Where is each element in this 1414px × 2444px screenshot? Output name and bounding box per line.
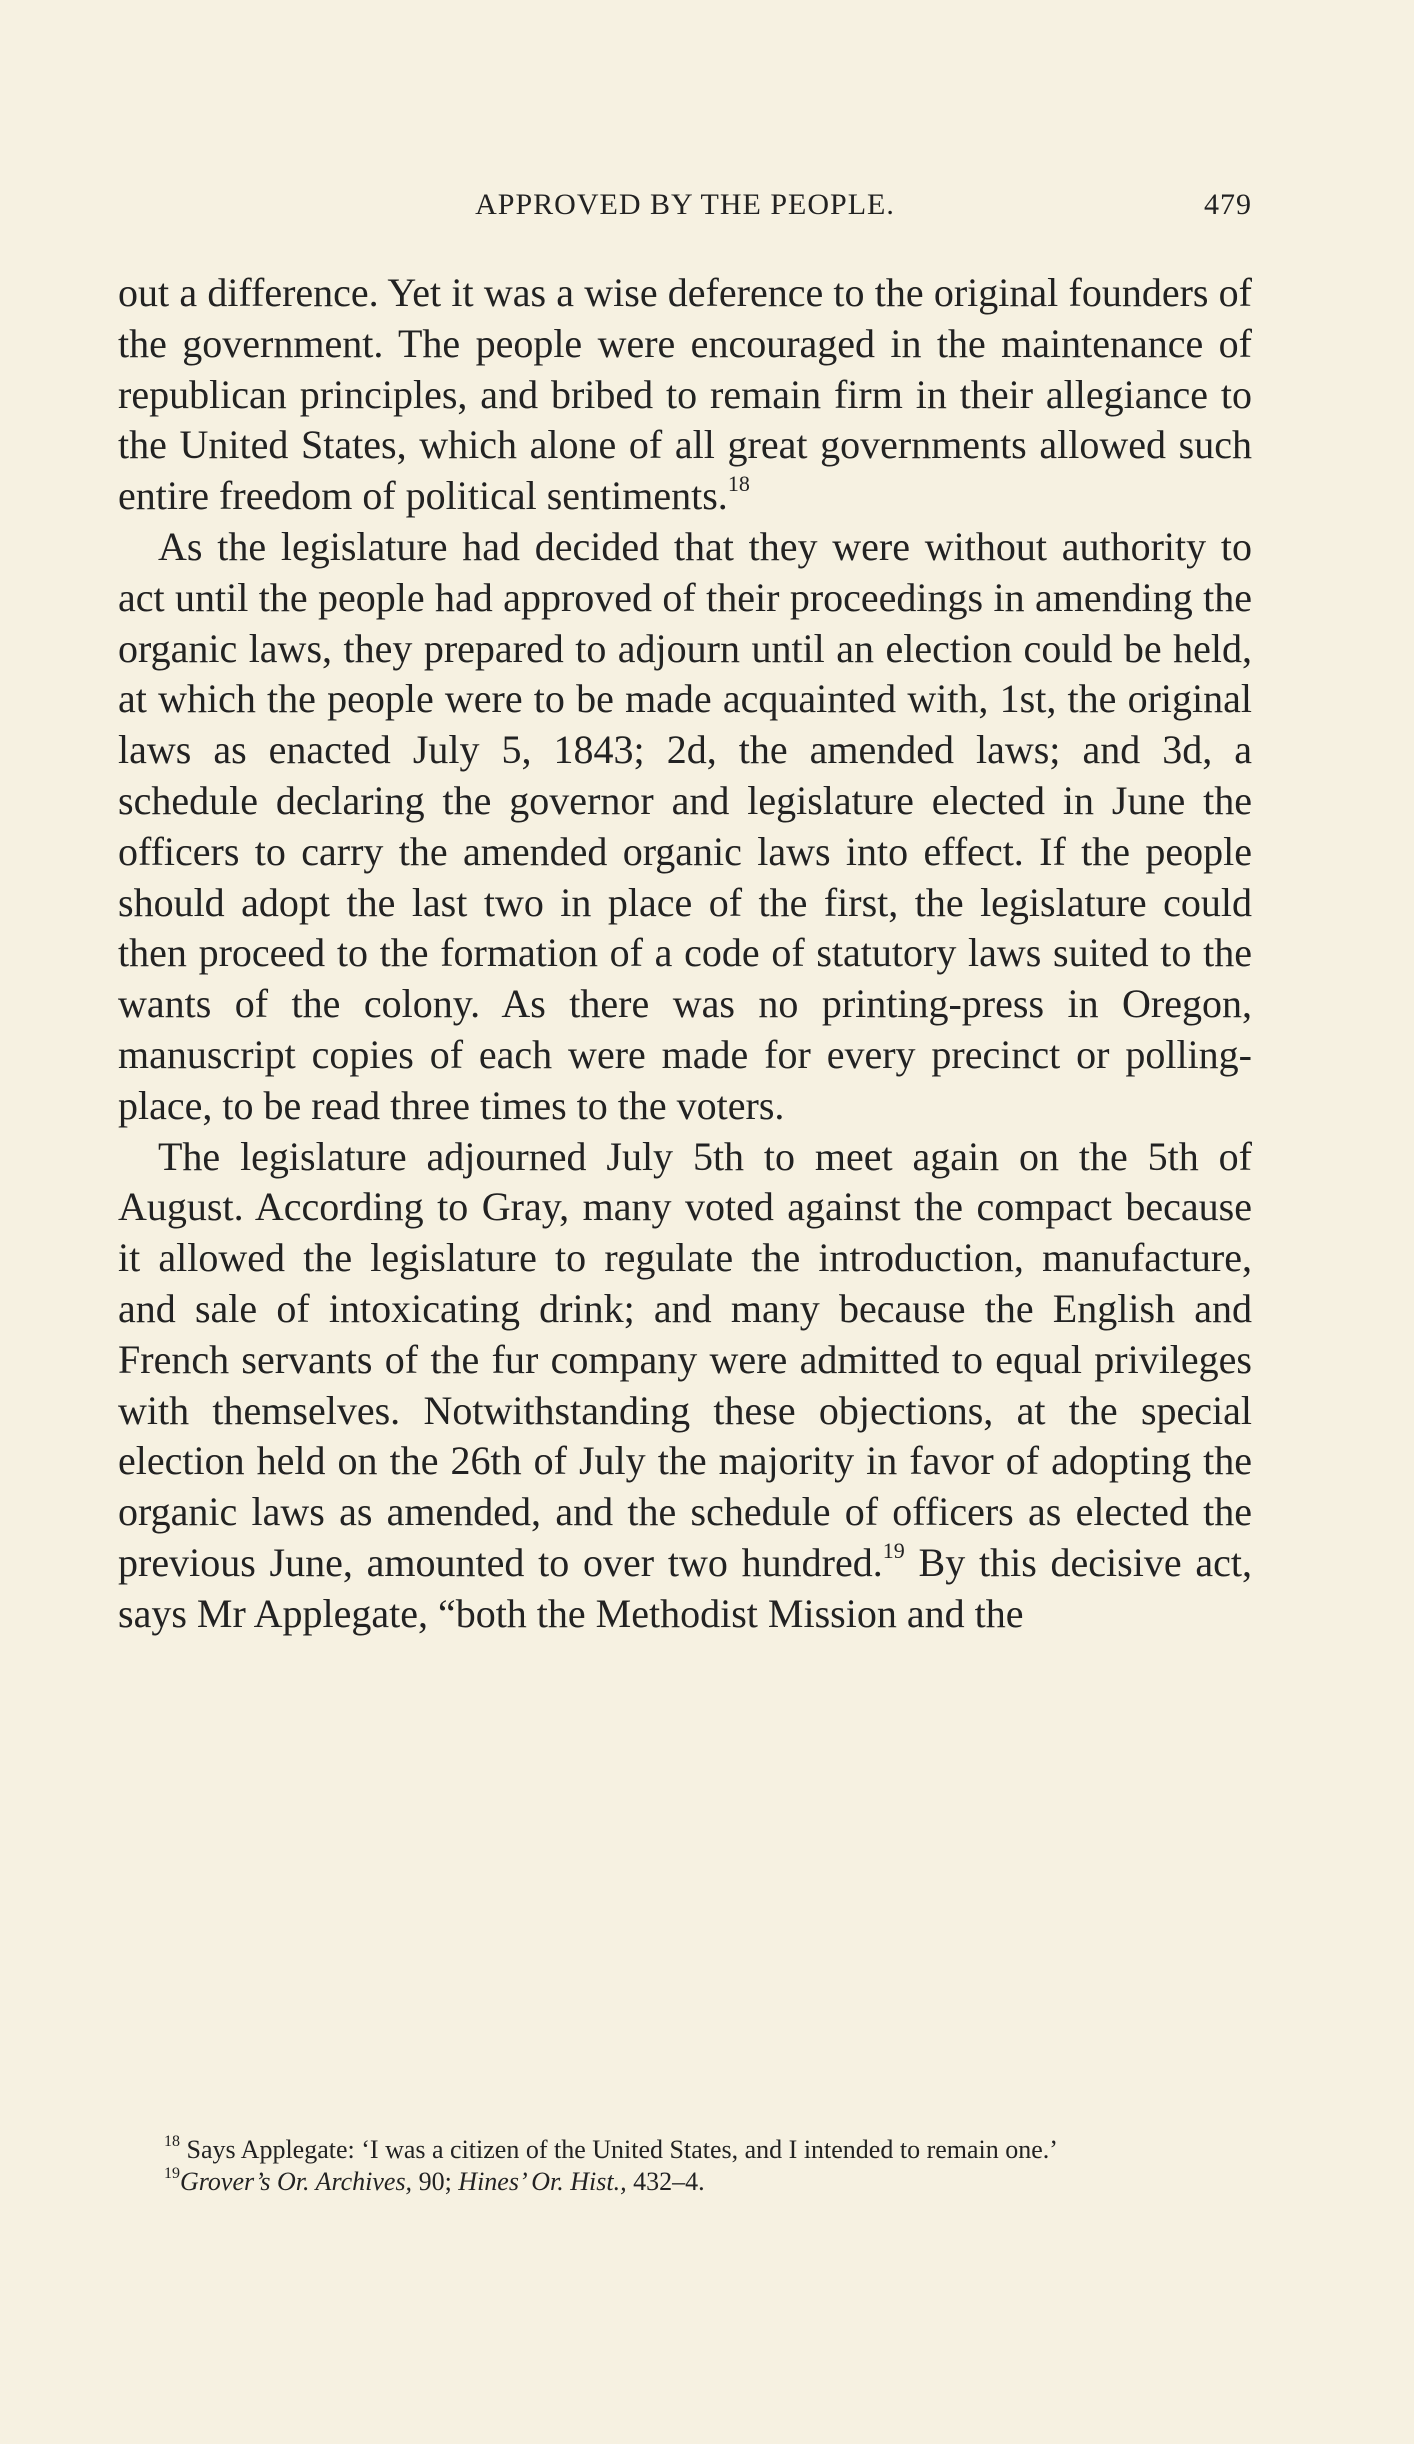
footnote-ref-19[interactable]: 19 — [882, 1537, 905, 1563]
paragraph-1 — [118, 268, 1252, 522]
footnotes — [118, 2134, 1252, 2198]
footnote-18-marker: 18 — [164, 2133, 180, 2151]
footnote-18 — [118, 2134, 1252, 2166]
paragraph-3-text-b: By this decisive act, says Mr Applegate, “both the Methodist Mission and the — [118, 1539, 1252, 1636]
running-title: APPROVED BY THE PEOPLE. — [475, 188, 895, 221]
main-text — [118, 268, 1252, 1640]
running-head — [118, 188, 1252, 228]
paragraph-3 — [118, 1132, 1252, 1640]
paragraph-2 — [118, 522, 1252, 1132]
footnote-19-tail: 432–4. — [626, 2167, 705, 2196]
paragraph-3-text-a: The legislature adjourned July 5th to meet again on the 5th of August. According to Gray, many voted against the compact because it allowed the legislature to regulate the introduction, manufacture, and sale of intoxicating drink; and many because the English and French servants of the fur company were admitted to equal privileges with themselves. Notwithstanding these objections, at the special election held on the 26th of July the majority in favor of adopting the organic laws as amended, and the schedule of officers as elected the previous June, amounted to over two hundred. — [118, 1133, 1252, 1585]
paragraph-1-text: out a difference. Yet it was a wise deference to the original founders of the government. The people were encouraged in the maintenance of republican principles, and bribed to remain firm in their allegiance to the United States, which alone of all great governments allowed such entire freedom of political sentiments. — [118, 270, 1252, 519]
footnote-19-marker: 19 — [164, 2165, 180, 2183]
page-number: 479 — [1204, 188, 1252, 221]
footnote-19-ref-2: Hines’ Or. Hist., — [458, 2167, 627, 2196]
footnote-19-mid: 90; — [412, 2167, 459, 2196]
footnote-18-text: Says Applegate: ‘I was a citizen of the United States, and I intended to remain one.’ — [180, 2135, 1058, 2164]
paragraph-2-text: As the legislature had decided that they were without authority to act until the people had approved of their proceedings in amending the organic laws, they prepared to adjourn until an election could be held, at which the people were to be made acquainted with, 1st, the original laws as enacted July 5, 1843; 2d, the amended laws; and 3d, a schedule declaring the governor and legislature elected in June the officers to carry the amended organic laws into effect. If the people should adopt the last two in place of the first, the legislature could then proceed to the formation of a code of statutory laws suited to the wants of the colony. As there was no printing-press in Oregon, manuscript copies of each were made for every precinct or polling-place, to be read three times to the voters. — [118, 523, 1252, 1128]
footnote-19-ref-1: Grover’s Or. Archives, — [180, 2167, 413, 2196]
footnote-ref-18[interactable]: 18 — [727, 470, 750, 496]
footnote-19 — [118, 2166, 1252, 2198]
